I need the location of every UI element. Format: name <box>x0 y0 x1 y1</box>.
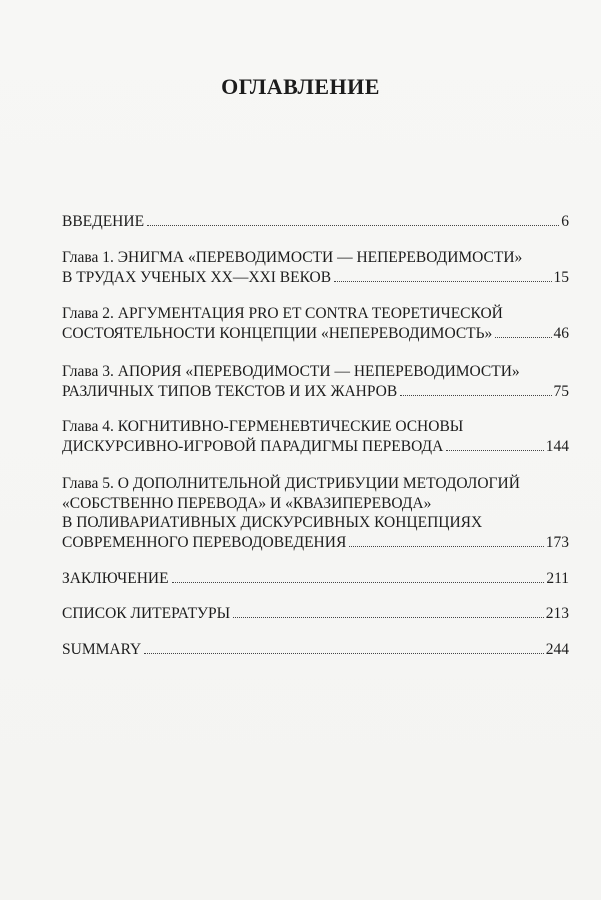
page-title: ОГЛАВЛЕНИЕ <box>221 74 380 99</box>
toc-entry-summary <box>62 640 569 660</box>
toc-entry-title: «СОБСТВЕННО ПЕРЕВОДА» И «КВАЗИПЕРЕВОДА» <box>62 494 432 512</box>
toc-entry-title: Глава 1. ЭНИГМА «ПЕРЕВОДИМОСТИ — НЕПЕРЕВОДИМОСТИ» <box>62 249 523 266</box>
dot-leader <box>400 394 551 396</box>
toc-entry-chapter-2 <box>62 304 569 343</box>
dot-leader <box>334 280 551 282</box>
toc-entry-references <box>62 604 569 624</box>
dot-leader <box>349 545 543 547</box>
toc-page-number: 6 <box>561 213 569 230</box>
toc-entry-chapter-3 <box>62 362 569 401</box>
toc-page-number: 173 <box>545 533 569 551</box>
toc-entry-title: СОСТОЯТЕЛЬНОСТИ КОНЦЕПЦИИ «НЕПЕРЕВОДИМОСТЬ» <box>62 324 493 342</box>
toc-entry-title: Глава 2. АРГУМЕНТАЦИЯ PRO ET CONTRA ТЕОРЕТИЧЕСКОЙ <box>62 305 503 322</box>
toc-page-number: 213 <box>545 605 569 622</box>
dot-leader <box>446 449 543 451</box>
toc-entry-introduction <box>62 212 569 232</box>
toc-entry-title: В ПОЛИВАРИАТИВНЫХ ДИСКУРСИВНЫХ КОНЦЕПЦИЯХ <box>62 514 483 531</box>
toc-page-number: 15 <box>553 268 569 286</box>
toc-page-number: 244 <box>545 641 569 658</box>
toc-entry-title: Глава 5. О ДОПОЛНИТЕЛЬНОЙ ДИСТРИБУЦИИ МЕТОДОЛОГИЙ <box>62 475 520 492</box>
dot-leader <box>147 224 559 226</box>
toc-entry-title: ВВЕДЕНИЕ <box>62 213 145 230</box>
dot-leader <box>172 581 545 583</box>
toc-page-number: 75 <box>553 382 569 400</box>
toc-entry-title: ЗАКЛЮЧЕНИЕ <box>62 570 169 587</box>
toc-entry-chapter-1 <box>62 248 569 287</box>
toc-entry-title: РАЗЛИЧНЫХ ТИПОВ ТЕКСТОВ И ИХ ЖАНРОВ <box>62 382 398 400</box>
toc-entry-title: ДИСКУРСИВНО-ИГРОВОЙ ПАРАДИГМЫ ПЕРЕВОДА <box>62 437 444 455</box>
toc-entry-chapter-5 <box>62 474 569 552</box>
dot-leader <box>233 616 544 618</box>
toc-page-number: 46 <box>553 324 569 342</box>
toc-entry-chapter-4 <box>62 417 569 456</box>
dot-leader <box>495 336 551 338</box>
toc-entry-conclusion <box>62 569 569 589</box>
toc-entry-title: SUMMARY <box>62 641 142 658</box>
toc-page-number: 144 <box>545 437 569 455</box>
toc-entry-title: СОВРЕМЕННОГО ПЕРЕВОДОВЕДЕНИЯ <box>62 533 347 551</box>
toc-entry-title: Глава 3. АПОРИЯ «ПЕРЕВОДИМОСТИ — НЕПЕРЕВОДИМОСТИ» <box>62 363 520 380</box>
toc-page-number: 211 <box>546 570 569 587</box>
dot-leader <box>144 652 544 654</box>
toc-entry-title: Глава 4. КОГНИТИВНО-ГЕРМЕНЕВТИЧЕСКИЕ ОСНОВЫ <box>62 418 464 435</box>
toc-entry-title: В ТРУДАХ УЧЕНЫХ XX—XXI ВЕКОВ <box>62 268 332 286</box>
toc-entry-title: СПИСОК ЛИТЕРАТУРЫ <box>62 605 231 622</box>
